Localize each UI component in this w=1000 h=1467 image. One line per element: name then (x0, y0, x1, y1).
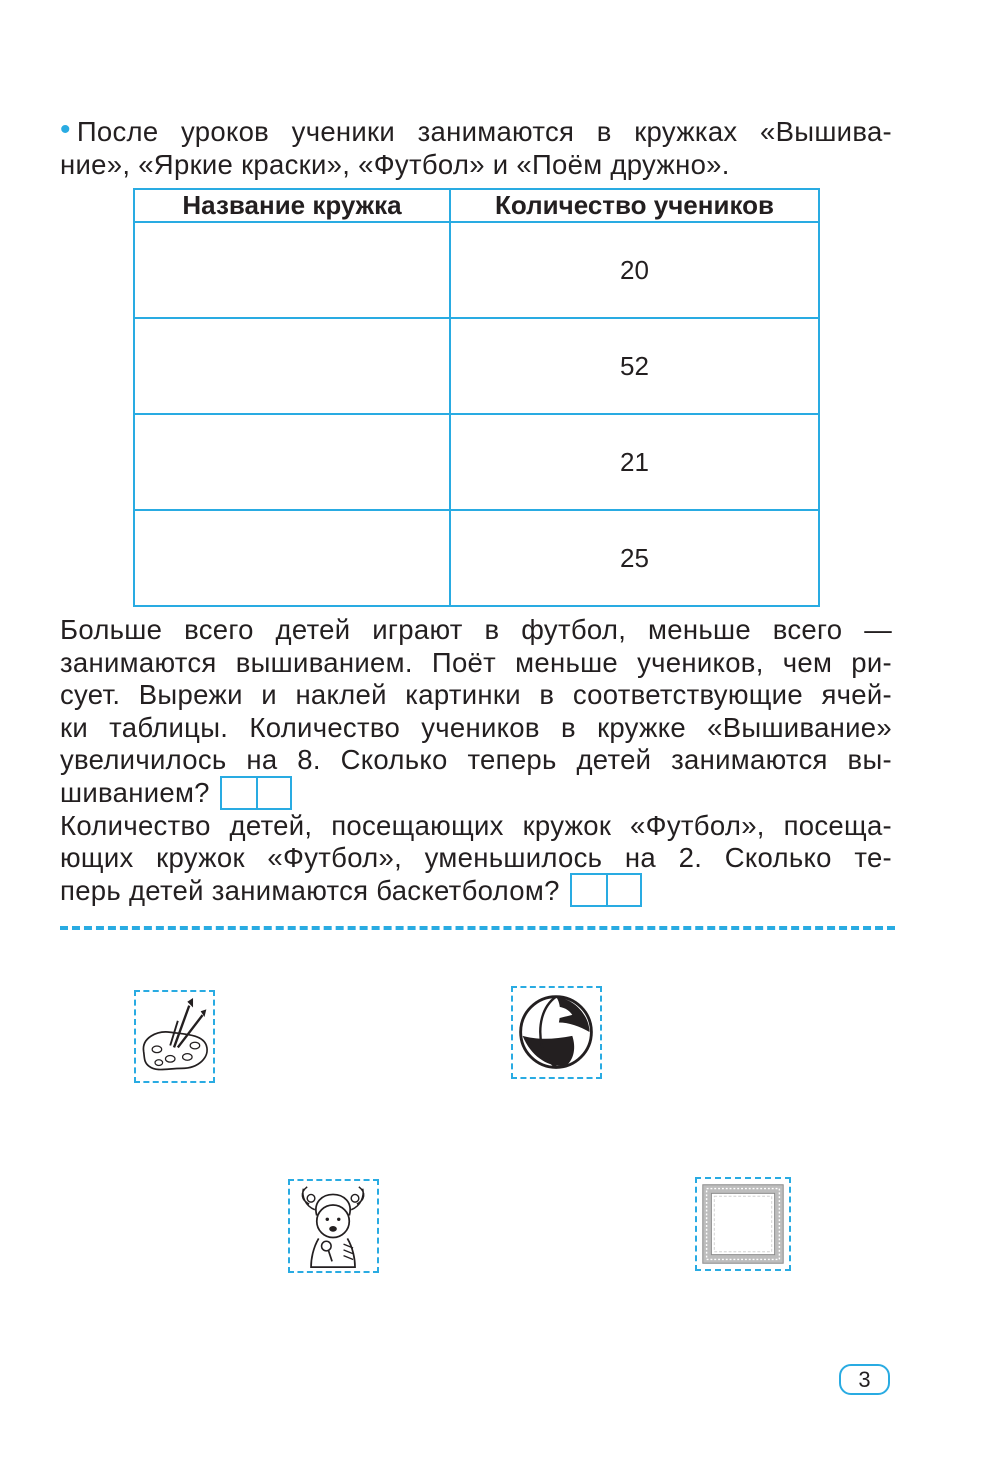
table-row (134, 510, 819, 606)
student-count-cell: 20 (450, 222, 819, 318)
task-line-5: увеличилось на 8. Сколько теперь детей занимаются вы- (60, 744, 892, 776)
cutout-card-palette[interactable] (134, 990, 215, 1083)
answer-box-2[interactable] (570, 873, 642, 907)
table-header-row (134, 189, 819, 222)
student-count-cell: 52 (450, 318, 819, 414)
embroidery-frame-icon (697, 1179, 789, 1269)
ball-icon (513, 988, 600, 1077)
table-row (134, 222, 819, 318)
task-line-2: занимаются вышиванием. Поёт меньше учеников, чем ри- (60, 646, 892, 678)
task-line-8: ющих кружок «Футбол», уменьшилось на 2. Сколько те- (60, 842, 892, 874)
task-paragraph (60, 614, 892, 907)
task-line-6: шиванием? (60, 776, 210, 808)
task-line-7: Количество детей, посещающих кружок «Футбол», посеща- (60, 809, 892, 841)
header-student-count: Количество учеников (450, 189, 819, 222)
cutout-card-embroidery-frame[interactable] (695, 1177, 791, 1271)
student-count-cell: 25 (450, 510, 819, 606)
bullet: • (60, 113, 71, 146)
task-line-3: сует. Вырежи и наклей картинки в соответствующие ячей- (60, 679, 892, 711)
task-line-1: Больше всего детей играют в футбол, меньше всего — (60, 614, 892, 645)
task-line-4: ки таблицы. Количество учеников в кружке «Вышивание» (60, 711, 892, 743)
singing-girl-icon (290, 1181, 377, 1271)
table-row (134, 414, 819, 510)
clubs-table (133, 188, 820, 607)
intro-line-1: После уроков ученики занимаются в кружках «Вышива- (76, 116, 892, 147)
task-line-9: перь детей занимаются баскетболом? (60, 874, 560, 906)
club-name-cell[interactable] (134, 510, 450, 606)
cut-line (60, 926, 895, 930)
header-club-name: Название кружка (134, 189, 450, 222)
answer-box-1[interactable] (220, 776, 292, 810)
page-number: 3 (839, 1364, 890, 1395)
table-row (134, 318, 819, 414)
intro-line-2: ние», «Яркие краски», «Футбол» и «Поём дружно». (60, 148, 730, 180)
cutout-card-ball[interactable] (511, 986, 602, 1079)
club-name-cell[interactable] (134, 414, 450, 510)
club-name-cell[interactable] (134, 318, 450, 414)
student-count-cell: 21 (450, 414, 819, 510)
club-name-cell[interactable] (134, 222, 450, 318)
intro-paragraph (60, 113, 892, 181)
palette-icon (136, 992, 213, 1081)
cutout-card-singing-girl[interactable] (288, 1179, 379, 1273)
